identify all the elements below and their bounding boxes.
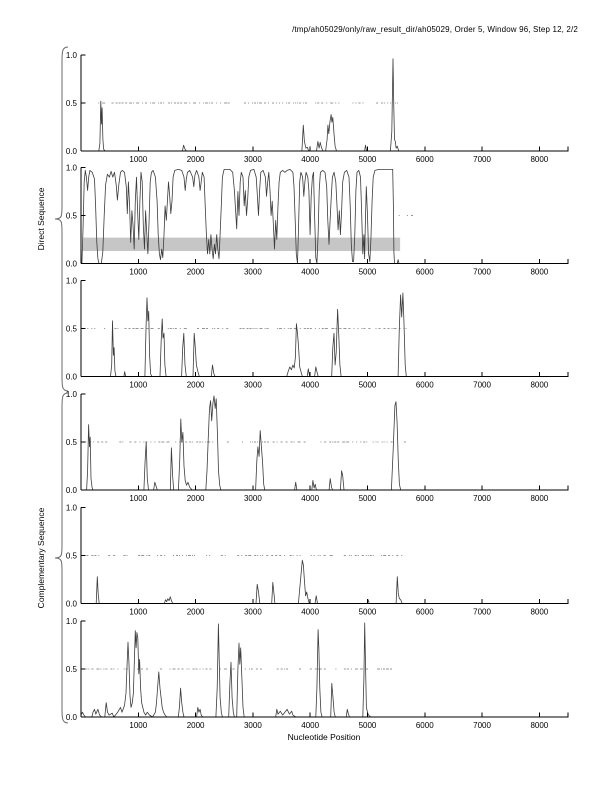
panel-direct-frame-2 bbox=[66, 163, 569, 276]
complementary-frame-1-curve bbox=[81, 396, 568, 490]
x-tick-label: 8000 bbox=[530, 380, 549, 390]
y-tick-label: 1.0 bbox=[65, 389, 77, 399]
x-tick-label: 1000 bbox=[129, 155, 148, 164]
x-tick-label: 7000 bbox=[473, 607, 491, 617]
complementary-frame-2-curve bbox=[81, 560, 568, 603]
x-tick-label: 7000 bbox=[473, 494, 491, 503]
complementary-frame-3-curve bbox=[81, 623, 568, 717]
x-tick-label: 3000 bbox=[243, 267, 262, 277]
x-tick-label: 6000 bbox=[415, 267, 434, 277]
x-tick-label: 8000 bbox=[530, 267, 549, 277]
y-tick-label: 1.0 bbox=[65, 276, 77, 286]
x-tick-label: 3000 bbox=[243, 155, 262, 164]
y-tick-label: 0.0 bbox=[65, 259, 77, 269]
y-tick-label: 0.5 bbox=[65, 98, 77, 108]
x-tick-label: 8000 bbox=[530, 155, 549, 164]
x-tick-label: 5000 bbox=[358, 721, 377, 730]
x-tick-label: 3000 bbox=[243, 380, 262, 390]
x-tick-label: 1000 bbox=[129, 494, 148, 503]
complementary-frame-1-marker-row bbox=[84, 442, 406, 443]
x-tick-label: 7000 bbox=[473, 155, 491, 164]
x-tick-label: 7000 bbox=[473, 380, 491, 390]
x-tick-label: 2000 bbox=[186, 494, 205, 503]
y-tick-label: 0.0 bbox=[65, 372, 77, 382]
x-tick-label: 4000 bbox=[301, 380, 320, 390]
x-tick-label: 2000 bbox=[186, 607, 205, 617]
x-tick-label: 5000 bbox=[358, 607, 377, 617]
x-tick-label: 6000 bbox=[415, 494, 434, 503]
complementary-sequence-label: Complementary Sequence bbox=[36, 507, 46, 609]
y-tick-label: 0.5 bbox=[65, 551, 77, 561]
x-tick-label: 6000 bbox=[415, 607, 434, 617]
plot-title: /tmp/ah05029/only/raw_result_dir/ah05029, Order 5, Window 96, Step 12, 2/2 bbox=[292, 25, 578, 34]
x-tick-label: 5000 bbox=[358, 155, 377, 164]
direct-frame-2-marker-row bbox=[399, 215, 413, 216]
y-tick-label: 0.5 bbox=[65, 324, 77, 334]
x-tick-label: 1000 bbox=[129, 267, 148, 277]
panel-complementary-frame-1 bbox=[66, 390, 569, 503]
complementary-frame-3-marker-row bbox=[86, 669, 392, 670]
direct-frame-1-curve bbox=[81, 59, 568, 151]
x-tick-label: 2000 bbox=[186, 721, 205, 730]
y-tick-label: 0.5 bbox=[65, 211, 77, 221]
x-tick-label: 1000 bbox=[129, 721, 148, 730]
x-tick-label: 2000 bbox=[186, 155, 205, 164]
y-tick-label: 1.0 bbox=[65, 163, 77, 173]
panel-complementary-frame-3 bbox=[66, 617, 569, 730]
panel-direct-frame-3 bbox=[66, 276, 569, 389]
y-tick-label: 0.5 bbox=[65, 437, 77, 447]
x-tick-label: 1000 bbox=[129, 607, 148, 617]
x-tick-label: 7000 bbox=[473, 721, 491, 730]
y-tick-label: 0.0 bbox=[65, 485, 77, 495]
x-tick-label: 2000 bbox=[186, 380, 205, 390]
x-axis-title: Nucleotide Position bbox=[287, 732, 361, 742]
direct-frame-3-curve bbox=[81, 293, 568, 377]
x-tick-label: 4000 bbox=[301, 494, 320, 503]
panel-complementary-frame-2 bbox=[66, 503, 569, 616]
x-tick-label: 5000 bbox=[358, 494, 377, 503]
y-tick-label: 0.0 bbox=[65, 599, 77, 609]
x-tick-label: 3000 bbox=[243, 494, 262, 503]
x-tick-label: 5000 bbox=[358, 267, 377, 277]
y-tick-label: 1.0 bbox=[65, 616, 77, 626]
x-tick-label: 4000 bbox=[301, 267, 320, 277]
x-tick-label: 8000 bbox=[530, 721, 549, 730]
x-tick-label: 8000 bbox=[530, 607, 549, 617]
y-tick-label: 0.0 bbox=[65, 146, 77, 156]
x-tick-label: 8000 bbox=[530, 494, 549, 503]
x-tick-label: 7000 bbox=[473, 267, 491, 277]
x-tick-label: 5000 bbox=[358, 380, 377, 390]
x-tick-label: 2000 bbox=[186, 267, 205, 277]
x-tick-label: 4000 bbox=[301, 721, 320, 730]
complementary-frame-2-marker-row bbox=[86, 555, 402, 556]
y-tick-label: 1.0 bbox=[65, 50, 77, 60]
direct-frame-3-marker-row bbox=[87, 328, 406, 329]
x-tick-label: 3000 bbox=[243, 607, 262, 617]
direct-frame-1-marker-row bbox=[98, 103, 398, 104]
x-tick-label: 1000 bbox=[129, 380, 148, 390]
y-tick-label: 0.5 bbox=[65, 664, 77, 674]
x-tick-label: 4000 bbox=[301, 607, 320, 617]
x-tick-label: 3000 bbox=[243, 721, 262, 730]
x-tick-label: 6000 bbox=[415, 155, 434, 164]
y-tick-label: 0.0 bbox=[65, 712, 77, 722]
x-tick-label: 6000 bbox=[415, 380, 434, 390]
direct-sequence-label: Direct Sequence bbox=[36, 187, 46, 251]
x-tick-label: 4000 bbox=[301, 155, 320, 164]
direct-frame-3-axes bbox=[81, 281, 569, 377]
x-tick-label: 6000 bbox=[415, 721, 434, 730]
panel-direct-frame-1 bbox=[66, 51, 569, 164]
y-tick-label: 1.0 bbox=[65, 503, 77, 513]
